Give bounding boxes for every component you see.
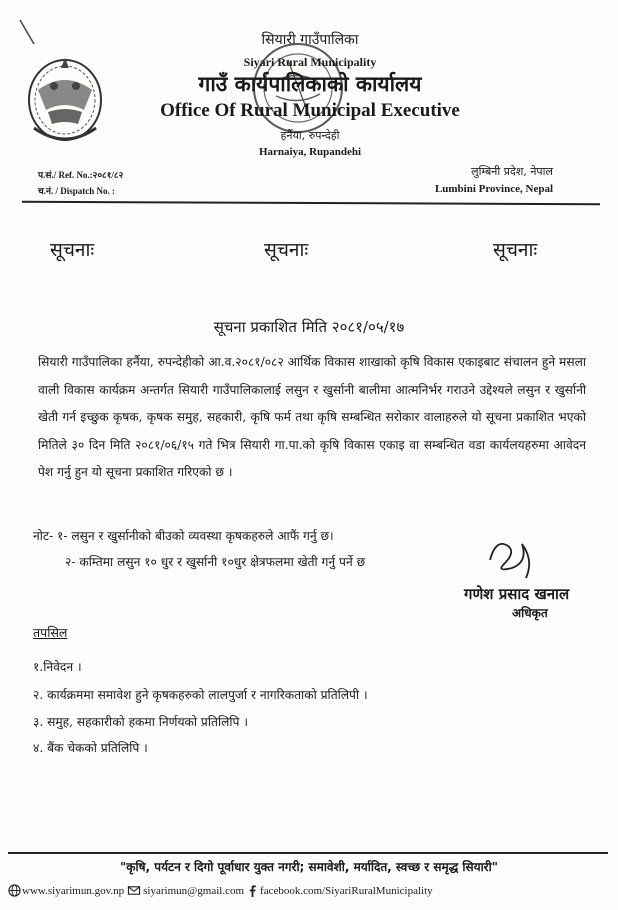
pen-mark-icon xyxy=(18,18,38,48)
enclosures-heading: तपसिल xyxy=(33,625,68,640)
notice-heading: सूचनाः xyxy=(50,239,95,261)
mail-icon xyxy=(126,884,142,897)
dispatch-number: च.नं. / Dispatch No. : xyxy=(38,186,115,196)
enclosure-item: ४. बैंक चेकको प्रतिलिपि । xyxy=(33,741,148,755)
header-divider xyxy=(22,201,600,206)
municipality-name-np: सियारी गाउँपालिका xyxy=(261,32,359,48)
notice-heading: सूचनाः xyxy=(264,239,309,261)
signature-scribble-icon xyxy=(482,530,542,584)
municipality-name-en: Siyari Rural Municipality xyxy=(243,55,377,69)
notice-heading: सूचनाः xyxy=(493,239,538,261)
signatory-name: गणेश प्रसाद खनाल xyxy=(464,585,570,603)
province-en: Lumbini Province, Nepal xyxy=(434,183,553,195)
note-item: २- कम्तिमा लसुन १० धुर र खुर्सानी १०धुर क्षेत्रफलमा खेती गर्नु पर्ने छ xyxy=(65,555,366,569)
signatory-title: अधिकृत xyxy=(512,606,548,620)
publication-date: सूचना प्रकाशित मिति २०८१/०५/१७ xyxy=(213,318,405,336)
address-en: Harnaiya, Rupandehi xyxy=(258,146,362,158)
enclosure-item: २. कार्यक्रममा समावेश हुने कृषकहरुको लालपुर्जा र नागरिकताको प्रतिलिपी । xyxy=(33,688,368,702)
address-np: हर्नैया, रुपन्देही xyxy=(280,129,340,142)
website-link[interactable]: www.siyarimun.gov.np xyxy=(22,884,125,897)
enclosure-item: ३. समुह, सहकारीको हकमा निर्णयको प्रतिलिपि । xyxy=(33,715,248,729)
nepal-emblem-icon xyxy=(24,50,106,146)
footer-divider xyxy=(8,852,608,854)
facebook-link[interactable]: facebook.com/SiyariRuralMunicipality xyxy=(260,884,433,897)
province-np: लुम्बिनी प्रदेश, नेपाल xyxy=(471,165,553,178)
email-link[interactable]: siyarimun@gmail.com xyxy=(143,884,245,897)
facebook-icon xyxy=(246,884,259,897)
office-name-np: गाउँ कार्यपालिकाको कार्यालय xyxy=(198,71,422,96)
reference-number: प.सं./ Ref. No.:२०८१/८२ xyxy=(38,170,124,180)
globe-icon xyxy=(8,884,21,897)
notice-body: सियारी गाउँपालिका हर्नैया, रुपन्देहीको आ.व.२०८१/०८२ आर्थिक विकास शाखाको कृषि विकास एकाइबाट संचालन हुने मसला वाली विकास कार्यक्रम अन्तर्गत सियारी गाउँपालिकालाई लसुन र खुर्सानी बालीमा आत्मनिर्भर गराउने उद्देश्यले लसुन र खुर्सानी खेती गर्न इच्छुक कृषक, कृषक समुह, सहकारी, कृषि फर्म तथा कृषि सम्बन्धित सरोकार वालाहरुले यो सूचना प्रकाशित भएको मितिले ३० दिन मिति २०८१/०६/१५ गते भित्र सियारी गा.पा.को कृषि विकास एकाइ वा सम्बन्धित वडा कार्यलयहरुमा आवेदन पेश गर्नु हुन यो सूचना प्रकाशित गरिएको छ । xyxy=(38,355,586,479)
office-name-en: Office Of Rural Municipal Executive xyxy=(160,100,460,121)
municipality-motto: "कृषि, पर्यटन र दिगो पूर्वाधार युक्त नगरी; समावेशी, मर्यादित, स्वच्छ र समृद्ध सियारी" xyxy=(120,860,498,874)
contact-footer xyxy=(8,884,613,897)
enclosure-item: १.निवेदन । xyxy=(33,660,82,674)
note-item: नोट- १- लसुन र खुर्सानीको बीउको व्यवस्था कृषकहरुले आफैं गर्नु छ। xyxy=(33,529,334,543)
